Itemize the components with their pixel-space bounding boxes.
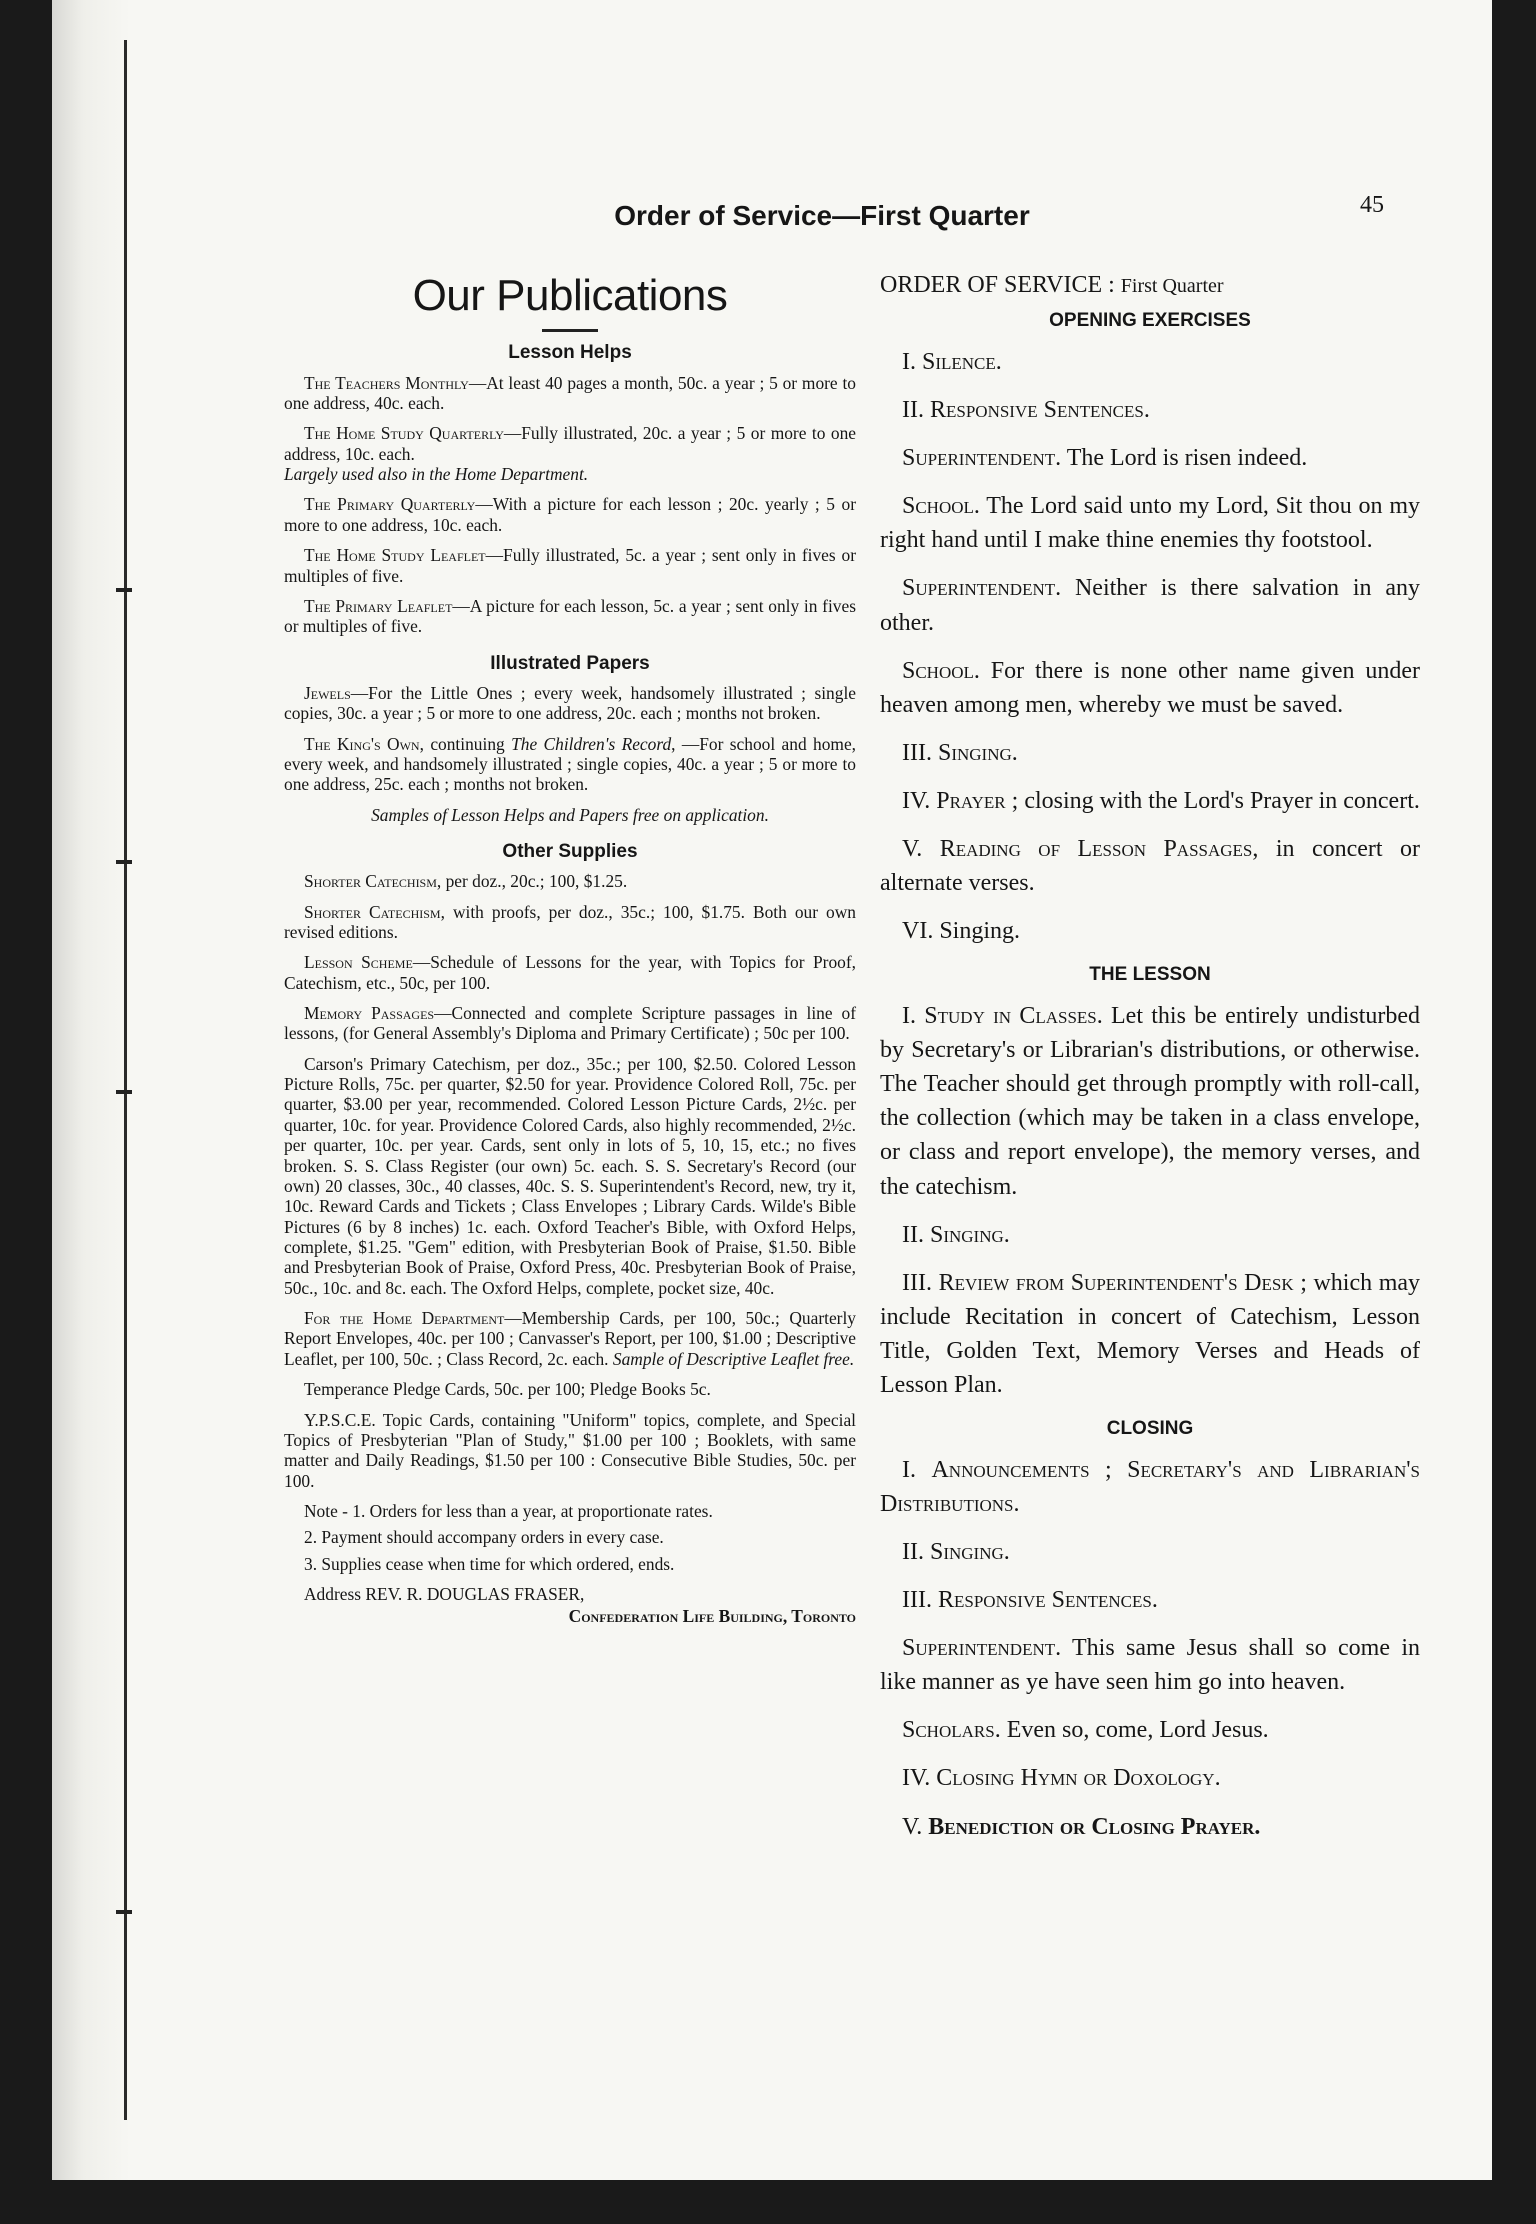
address-line: Address REV. R. DOUGLAS FRASER, [304,1584,585,1605]
illustrated-papers-heading: Illustrated Papers [490,652,650,674]
publications-column [284,268,856,1627]
note-2: 2. Payment should accompany orders in every case. [304,1527,664,1548]
other-supplies-heading: Other Supplies [502,841,638,863]
opening-item: I. Silence. [902,349,1002,376]
publications-title: Our Publications [412,271,728,320]
order-title: ORDER OF SERVICE : First Quarter [880,272,1224,298]
entry-home-study-leaflet: The Home Study Leaflet—Fully illustrated, 5c. a year ; sent only in fives or multiples of five. [284,545,856,586]
binding-line [124,40,127,2120]
note-1: Note - 1. Orders for less than a year, at proportionate rates. [304,1500,713,1521]
entry-shorter-catechism-proofs: Shorter Catechism, with proofs, per doz., 35c.; 100, $1.75. Both our own revised editions. [284,901,856,942]
entry-lesson-scheme: Lesson Scheme—Schedule of Lessons for the year, with Topics for Proof, Catechism, etc., 50c, per 100. [284,952,856,993]
closing-item: I. Announcements ; Secretary's and Librarian's Distributions. [880,1456,1421,1518]
entry-home-study-quarterly: The Home Study Quarterly—Fully illustrated, 20c. a year ; 5 or more to one address, 10c. each. Largely used also in the Home Department. [284,423,856,485]
lesson-helps-heading: Lesson Helps [508,342,632,364]
gutter-mark [116,860,132,864]
entry-kings-own: The King's Own, continuing The Children's Record, —For school and home, every week, and handsomely illustrated ; single copies, 40c. a year ; 5 or more to one address, 25c. each ; months not broken. [284,733,857,795]
closing-item: III. Responsive Sentences. [902,1587,1158,1614]
opening-exercises-heading: OPENING EXERCISES [1049,310,1251,332]
closing-item: V. Benediction or Closing Prayer. [902,1813,1261,1840]
entry-carsons-catechism: Carson's Primary Catechism, per doz., 35c.; per 100, $2.50. Colored Lesson Picture Rolls, 75c. per quarter, $2.50 for year. Providence Colored Roll, 75c. per quarter, $3.00 per year, recommended. Colored Lesson Picture Cards, 2½c. per quarter, 10c. for year. Providence Colored Cards, also highly recommended, 2½c. per quarter, 10c. per year. Cards, sent only in lots of 5, 10, 15, etc.; no fives broken. S. S. Class Register (our own) 5c. each. S. S. Secretary's Record (our own) 20 classes, 30c., 40 classes, 40c. S. S. Superintendent's Record, new, try it, 10c. Reward Cards and Tickets ; Class Envelopes ; Library Cards. Wilde's Bible Pictures (6 by 8 inches) 1c. each. Oxford Teacher's Bible, with Oxford Helps, complete, $1.25. "Gem" edition, with Presbyterian Book of Praise, $1.50. Bible and Presbyterian Book of Praise, Oxford Press, 40c. Presbyterian Book of Praise, 50c., 10c. and 8c. each. The Oxford Helps, complete, pocket size, 40c. [284,1053,856,1298]
closing-item: IV. Closing Hymn or Doxology. [902,1765,1221,1792]
closing-heading: CLOSING [1106,1417,1194,1439]
lesson-item: II. Singing. [902,1221,1010,1248]
opening-item: Superintendent. Neither is there salvation in any other. [880,575,1421,636]
title-rule [542,329,598,332]
entry-primary-leaflet: The Primary Leaflet—A picture for each lesson, 5c. a year ; sent only in fives or multiples of five. [284,595,856,637]
page-number: 45 [1360,192,1384,218]
entry-home-department: For the Home Department—Membership Cards, per 100, 50c.; Quarterly Report Envelopes, 40c. per 100 ; Canvasser's Report, per 100, $1.00 ; Descriptive Leaflet, per 100, 50c. ; Class Record, 2c. each. Sample of Descriptive Leaflet free. [284,1308,856,1369]
opening-item: V. Reading of Lesson Passages, in concert or alternate verses. [880,835,1421,896]
address-building: Confederation Life Building, Toronto [568,1606,856,1627]
gutter-mark [116,1090,132,1094]
entry-ypsce: Y.P.S.C.E. Topic Cards, containing "Uniform" topics, complete, and Special Topics of Presbyterian "Plan of Study," $1.00 per 100 ; Booklets, with same matter and Daily Readings, $1.50 per 100 : Consecutive Bible Studies, 50c. per 100. [284,1409,856,1491]
opening-item: VI. Singing. [902,918,1021,945]
entry-temperance: Temperance Pledge Cards, 50c. per 100; Pledge Books 5c. [304,1379,711,1400]
scanned-page [52,0,1492,2180]
entry-primary-quarterly: The Primary Quarterly—With a picture for each lesson ; 20c. yearly ; 5 or more to one address, 10c. each. [284,494,857,535]
samples-note: Samples of Lesson Helps and Papers free on application. [371,804,769,825]
opening-item: III. Singing. [902,739,1018,766]
entry-teachers-monthly: The Teachers Monthly—At least 40 pages a month, 50c. a year ; 5 or more to one address, 40c. each. [284,372,856,414]
gutter-mark [116,588,132,592]
opening-item: IV. Prayer ; closing with the Lord's Prayer in concert. [902,787,1420,814]
opening-item: II. Responsive Sentences. [902,397,1150,424]
lesson-item: III. Review from Superintendent's Desk ; which may include Recitation in concert of Catechism, Lesson Title, Golden Text, Memory Verses and Heads of Lesson Plan. [880,1269,1421,1398]
lesson-item: I. Study in Classes. Let this be entirely undisturbed by Secretary's or Librarian's distributions, or otherwise. The Teacher should get through promptly with roll-call, the collection (which may be taken in a class envelope, or class and report envelope), the memory verses, and the catechism. [880,1003,1421,1200]
order-of-service-column [880,268,1420,1858]
gutter-mark [116,1910,132,1914]
opening-item: School. For there is none other name given under heaven among men, whereby we must be saved. [880,657,1420,718]
opening-item: School. The Lord said unto my Lord, Sit thou on my right hand until I make thine enemies thy footstool. [880,493,1420,554]
running-head: Order of Service—First Quarter [614,200,1030,231]
entry-jewels: Jewels—For the Little Ones ; every week, handsomely illustrated ; single copies, 30c. a year ; 5 or more to one address, 20c. each ; months not broken. [284,682,856,724]
the-lesson-heading: THE LESSON [1089,964,1211,986]
entry-memory-passages: Memory Passages—Connected and complete Scripture passages in line of lessons, (for General Assembly's Diploma and Primary Certificate) ; 50c per 100. [284,1003,856,1044]
entry-shorter-catechism: Shorter Catechism, per doz., 20c.; 100, $1.25. [304,871,628,892]
closing-item: Superintendent. This same Jesus shall so come in like manner as ye have seen him go into heaven. [880,1635,1420,1696]
opening-item: Superintendent. The Lord is risen indeed. [902,445,1308,472]
closing-item: Scholars. Even so, come, Lord Jesus. [902,1717,1269,1744]
note-3: 3. Supplies cease when time for which ordered, ends. [304,1553,675,1574]
closing-item: II. Singing. [902,1539,1010,1566]
